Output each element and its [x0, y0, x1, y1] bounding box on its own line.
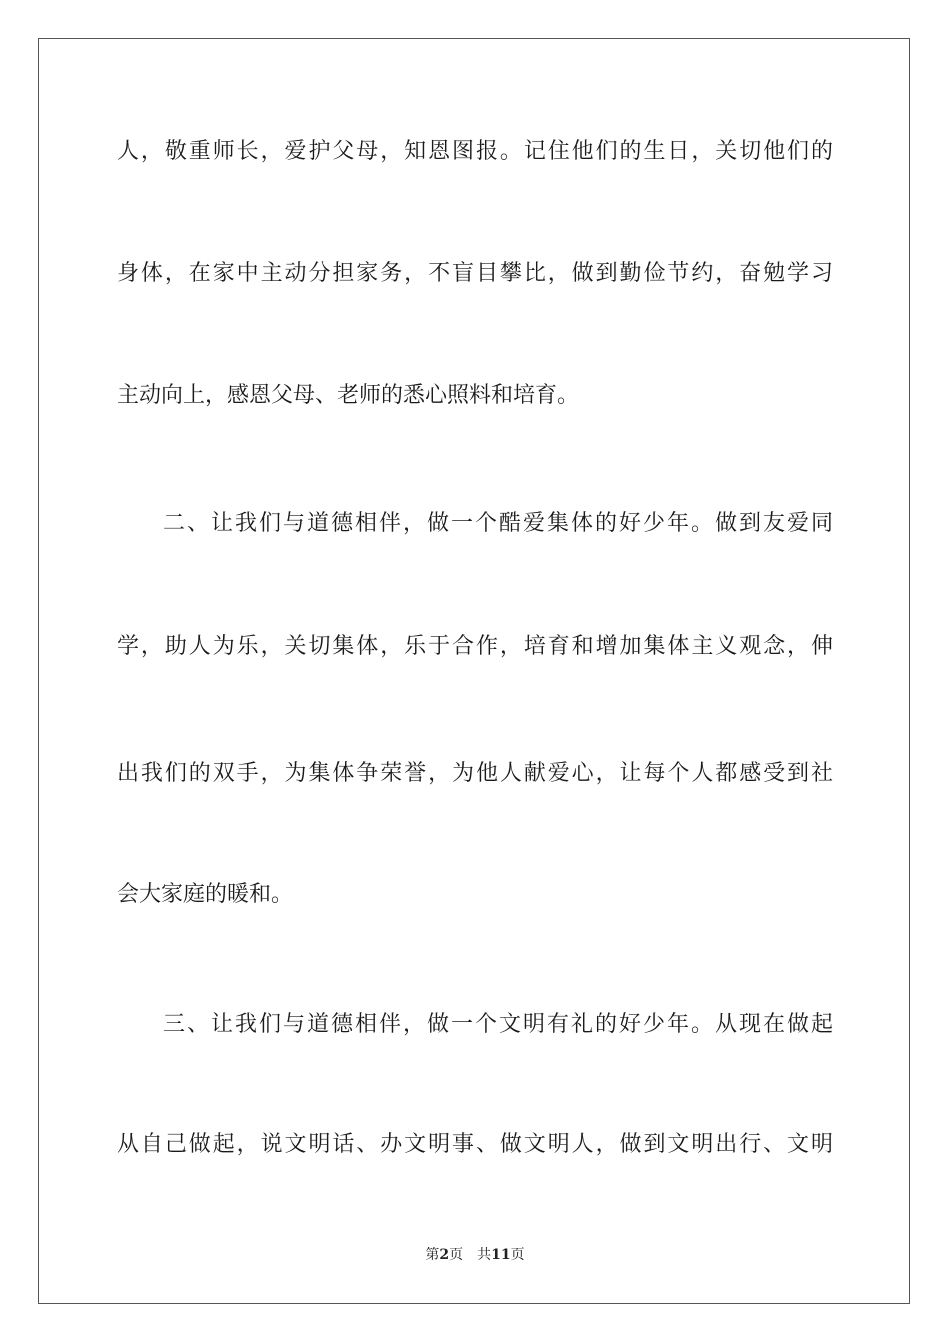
- footer-page-number: 2: [439, 1247, 450, 1263]
- text-line-7: 会大家庭的暖和。: [117, 882, 294, 907]
- footer-page-suffix: 页: [449, 1247, 464, 1263]
- text-line-1: 人，敬重师长，爱护父母，知恩图报。记住他们的生日，关切他们的: [117, 139, 833, 164]
- text-line-8: 三、让我们与道德相伴，做一个文明有礼的好少年。从现在做起: [163, 1012, 833, 1037]
- page-border: [38, 38, 910, 1304]
- footer-total-number: 11: [491, 1247, 511, 1263]
- page-footer: [0, 1246, 950, 1264]
- text-line-2: 身体，在家中主动分担家务，不盲目攀比，做到勤俭节约，奋勉学习: [117, 261, 833, 286]
- footer-total-prefix: 共: [477, 1247, 492, 1263]
- text-line-4: 二、让我们与道德相伴，做一个酷爱集体的好少年。做到友爱同: [163, 511, 833, 536]
- text-line-9: 从自己做起，说文明话、办文明事、做文明人，做到文明出行、文明: [117, 1132, 833, 1157]
- footer-page-prefix: 第: [425, 1247, 440, 1263]
- text-line-3: 主动向上，感恩父母、老师的悉心照料和培育。: [117, 383, 580, 408]
- text-line-6: 出我们的双手，为集体争荣誉，为他人献爱心，让每个人都感受到社: [117, 761, 833, 786]
- footer-total-suffix: 页: [510, 1247, 525, 1263]
- text-line-5: 学，助人为乐，关切集体，乐于合作，培育和增加集体主义观念，伸: [117, 634, 833, 659]
